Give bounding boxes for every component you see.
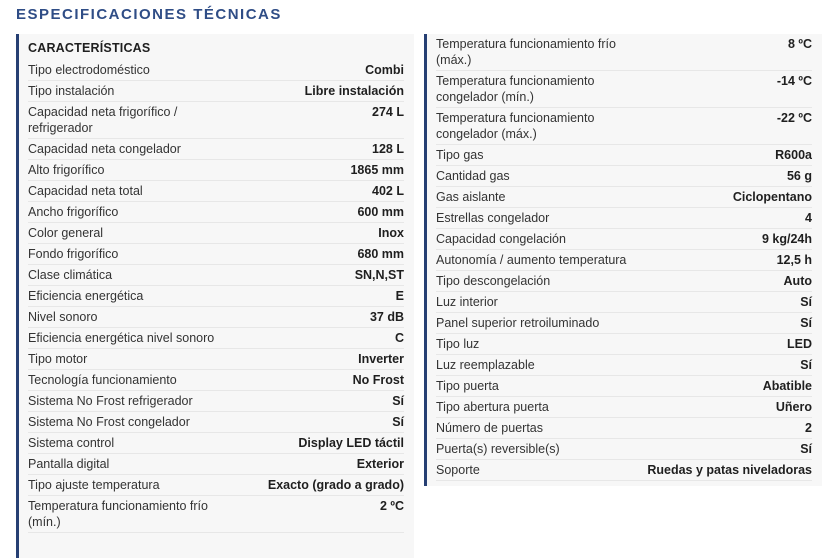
spec-value: LED bbox=[787, 337, 812, 351]
spec-value: Ruedas y patas niveladoras bbox=[647, 463, 812, 477]
spec-row bbox=[28, 181, 404, 202]
spec-row bbox=[436, 166, 812, 187]
spec-value: Sí bbox=[800, 358, 812, 372]
spec-row bbox=[28, 349, 404, 370]
spec-label: Ancho frigorífico bbox=[28, 205, 119, 219]
spec-label: Temperatura funcionamiento frío (máx.) bbox=[436, 37, 616, 67]
spec-label: Capacidad congelación bbox=[436, 232, 566, 246]
spec-label: Tipo motor bbox=[28, 352, 88, 366]
spec-value: Inox bbox=[378, 226, 404, 240]
spec-label: Tipo abertura puerta bbox=[436, 400, 549, 414]
spec-value: 12,5 h bbox=[776, 253, 812, 267]
spec-label: Capacidad neta total bbox=[28, 184, 143, 198]
spec-row bbox=[28, 412, 404, 433]
spec-value: Exterior bbox=[356, 457, 404, 471]
spec-row bbox=[436, 145, 812, 166]
spec-label: Gas aislante bbox=[436, 190, 506, 204]
spec-label: Capacidad neta congelador bbox=[28, 142, 181, 156]
spec-row bbox=[28, 286, 404, 307]
spec-list-left bbox=[28, 60, 404, 533]
spec-value: Display LED táctil bbox=[298, 436, 404, 450]
spec-row bbox=[436, 229, 812, 250]
spec-label: Tipo gas bbox=[436, 148, 484, 162]
spec-row bbox=[28, 496, 404, 533]
spec-row bbox=[436, 313, 812, 334]
spec-value: Sí bbox=[800, 295, 812, 309]
spec-label: Temperatura funcionamiento frío (mín.) bbox=[28, 499, 208, 529]
spec-row bbox=[28, 454, 404, 475]
spec-value: 402 L bbox=[372, 184, 404, 198]
spec-value: 680 mm bbox=[357, 247, 404, 261]
spec-row bbox=[28, 475, 404, 496]
spec-value: Sí bbox=[800, 316, 812, 330]
spec-value: Sí bbox=[392, 394, 404, 408]
spec-row bbox=[28, 102, 404, 139]
spec-row bbox=[436, 376, 812, 397]
spec-row bbox=[436, 187, 812, 208]
spec-label: Panel superior retroiluminado bbox=[436, 316, 600, 330]
spec-row bbox=[436, 397, 812, 418]
spec-row bbox=[28, 81, 404, 102]
spec-value: Inverter bbox=[358, 352, 404, 366]
spec-label: Tipo puerta bbox=[436, 379, 499, 393]
spec-value: Sí bbox=[800, 442, 812, 456]
spec-label: Temperatura funcionamiento congelador (mín.) bbox=[436, 74, 595, 104]
spec-row bbox=[28, 370, 404, 391]
spec-row bbox=[436, 271, 812, 292]
spec-label: Eficiencia energética bbox=[28, 289, 144, 303]
spec-value: Abatible bbox=[762, 379, 812, 393]
spec-row bbox=[28, 307, 404, 328]
spec-row bbox=[436, 292, 812, 313]
spec-value: C bbox=[394, 331, 404, 345]
spec-value: Sí bbox=[392, 415, 404, 429]
spec-value: 2 bbox=[805, 421, 812, 435]
spec-label: Fondo frigorífico bbox=[28, 247, 119, 261]
specs-column-left bbox=[16, 34, 414, 558]
spec-value: SN,N,ST bbox=[354, 268, 404, 282]
spec-value: Libre instalación bbox=[304, 84, 404, 98]
spec-label: Tipo electrodoméstico bbox=[28, 63, 150, 77]
spec-value: 37 dB bbox=[369, 310, 404, 324]
spec-label: Temperatura funcionamiento congelador (máx.) bbox=[436, 111, 595, 141]
spec-row bbox=[436, 71, 812, 108]
spec-value: No Frost bbox=[352, 373, 404, 387]
spec-label: Estrellas congelador bbox=[436, 211, 550, 225]
spec-label: Cantidad gas bbox=[436, 169, 510, 183]
spec-value: Exacto (grado a grado) bbox=[267, 478, 404, 492]
spec-row bbox=[28, 328, 404, 349]
spec-label: Tipo instalación bbox=[28, 84, 115, 98]
spec-row bbox=[436, 34, 812, 71]
spec-row bbox=[436, 439, 812, 460]
spec-value: 1865 mm bbox=[350, 163, 404, 177]
spec-label: Nivel sonoro bbox=[28, 310, 98, 324]
spec-label: Capacidad neta frigorífico / refrigerador bbox=[28, 105, 178, 135]
spec-list-right bbox=[436, 34, 812, 481]
spec-value: -14 ºC bbox=[776, 74, 812, 88]
spec-value: 128 L bbox=[372, 142, 404, 156]
spec-row bbox=[436, 334, 812, 355]
spec-row bbox=[28, 391, 404, 412]
spec-label: Tecnología funcionamiento bbox=[28, 373, 177, 387]
spec-label: Luz interior bbox=[436, 295, 498, 309]
spec-row bbox=[436, 208, 812, 229]
spec-label: Soporte bbox=[436, 463, 480, 477]
spec-value: 274 L bbox=[372, 105, 404, 119]
spec-label: Tipo luz bbox=[436, 337, 480, 351]
spec-label: Puerta(s) reversible(s) bbox=[436, 442, 560, 456]
spec-value: 600 mm bbox=[357, 205, 404, 219]
spec-value: Ciclopentano bbox=[732, 190, 812, 204]
spec-row bbox=[436, 460, 812, 481]
spec-value: -22 ºC bbox=[776, 111, 812, 125]
spec-label: Clase climática bbox=[28, 268, 113, 282]
spec-row bbox=[28, 433, 404, 454]
spec-row bbox=[28, 160, 404, 181]
spec-label: Sistema No Frost refrigerador bbox=[28, 394, 193, 408]
spec-label: Alto frigorífico bbox=[28, 163, 105, 177]
spec-row bbox=[28, 265, 404, 286]
spec-row bbox=[28, 223, 404, 244]
page-title: ESPECIFICACIONES TÉCNICAS bbox=[16, 6, 282, 23]
spec-value: R600a bbox=[775, 148, 812, 162]
spec-value: Auto bbox=[783, 274, 812, 288]
spec-label: Número de puertas bbox=[436, 421, 544, 435]
spec-row bbox=[436, 355, 812, 376]
spec-row bbox=[436, 108, 812, 145]
spec-value: Combi bbox=[365, 63, 404, 77]
spec-label: Eficiencia energética nivel sonoro bbox=[28, 331, 215, 345]
spec-label: Color general bbox=[28, 226, 104, 240]
spec-row bbox=[28, 244, 404, 265]
spec-value: 9 kg/24h bbox=[761, 232, 812, 246]
spec-label: Sistema No Frost congelador bbox=[28, 415, 190, 429]
specs-column-right bbox=[424, 34, 822, 486]
spec-value: 56 g bbox=[786, 169, 812, 183]
spec-value: Uñero bbox=[775, 400, 812, 414]
spec-label: Pantalla digital bbox=[28, 457, 110, 471]
section-header: CARACTERÍSTICAS bbox=[28, 41, 151, 55]
spec-row bbox=[28, 202, 404, 223]
spec-label: Tipo ajuste temperatura bbox=[28, 478, 160, 492]
spec-value: E bbox=[395, 289, 404, 303]
spec-value: 8 ºC bbox=[787, 37, 812, 51]
spec-label: Sistema control bbox=[28, 436, 115, 450]
spec-label: Luz reemplazable bbox=[436, 358, 535, 372]
spec-row bbox=[436, 250, 812, 271]
spec-label: Tipo descongelación bbox=[436, 274, 551, 288]
spec-row bbox=[28, 60, 404, 81]
spec-label: Autonomía / aumento temperatura bbox=[436, 253, 627, 267]
spec-value: 4 bbox=[805, 211, 812, 225]
spec-row bbox=[436, 418, 812, 439]
spec-row bbox=[28, 139, 404, 160]
spec-value: 2 ºC bbox=[379, 499, 404, 513]
